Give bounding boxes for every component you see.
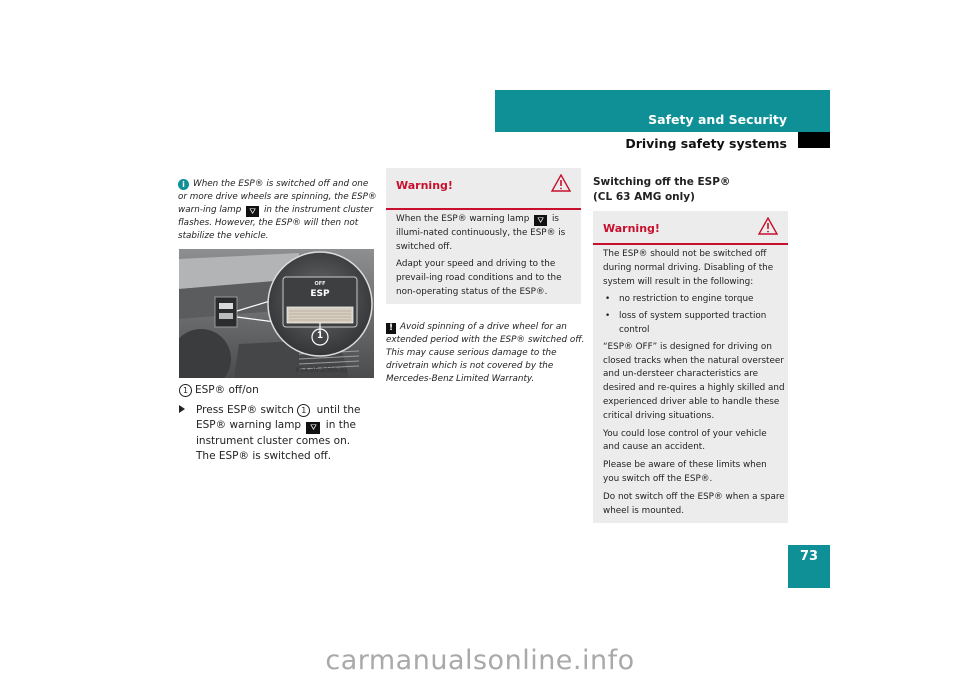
caution-text: Avoid spinning of a drive wheel for an extended period with the ESP® switched off. This may cause serious damage to the drivetrain which is not covered by the Mercedes-Benz Limited Warranty. — [386, 322, 585, 384]
warning-triangle-icon — [758, 217, 778, 235]
esp-warning-lamp-icon: ⛛ — [534, 215, 547, 226]
section-subtitle: Driving safety systems — [625, 136, 787, 151]
esp-warning-lamp-icon: ⛛ — [306, 422, 320, 434]
page-number: 73 — [799, 549, 819, 564]
warning2-text-4: Please be aware of these limits when you switch off the ESP®. — [603, 460, 767, 484]
info-icon: i — [178, 179, 189, 190]
info-note — [178, 178, 378, 243]
warning1-text-1b: is illumi-nated continuously, the ESP® is switched off. — [396, 214, 566, 252]
warning-title: Warning! — [396, 179, 453, 192]
instruction-step — [179, 403, 379, 449]
warning2-text-1: The ESP® should not be switched off during normal driving. Disabling of the system will result in the following: — [603, 249, 774, 287]
warning-box-1 — [386, 168, 581, 304]
watermark: carmanualsonline.info — [325, 645, 635, 676]
warning-body — [396, 213, 576, 304]
warning-body — [603, 248, 785, 522]
warning1-text-1a: When the ESP® warning lamp — [396, 214, 530, 224]
warning2-text-2: “ESP® OFF” is designed for driving on closed tracks when the natural oversteer and un-dersteer characteristics are desired and re-quires a highly skilled and experienced driver able to handle these critical driving situations. — [603, 341, 785, 421]
dashboard-illustration — [179, 249, 374, 378]
warning-title: Warning! — [603, 222, 660, 235]
photo-caption — [179, 384, 259, 397]
esp-switch-photo — [179, 249, 374, 378]
photo-code: P54.25-2005-31 — [296, 366, 349, 374]
warning1-text-2: Adapt your speed and driving to the prevail-ing road conditions and to the non-operating status of the ESP®. — [396, 259, 562, 297]
photo-callout-number: 1 — [316, 331, 324, 341]
instruction-result: The ESP® is switched off. — [196, 450, 332, 462]
instruction-text-1: Press ESP® switch — [196, 404, 294, 416]
info-text-2: in the instrument cluster flashes. However, the ESP® will then not stabilize the vehicle. — [178, 205, 373, 241]
heading-line-2: (CL 63 AMG only) — [593, 191, 695, 203]
warning-box-2 — [593, 211, 788, 523]
warning2-text-5: Do not switch off the ESP® when a spare wheel is mounted. — [603, 491, 785, 516]
esp-warning-lamp-icon: ⛛ — [246, 206, 259, 217]
caution-note — [386, 321, 586, 386]
warning-rule — [593, 243, 788, 245]
callout-number: 1 — [297, 404, 310, 417]
callout-number: 1 — [179, 384, 192, 397]
warning2-text-3: You could lose control of your vehicle and cause an accident. — [603, 428, 767, 453]
header-marker — [798, 132, 830, 148]
warning-bullet: • loss of system supported traction control — [603, 310, 785, 338]
warning-bullet: • no restriction to engine torque — [603, 293, 785, 307]
exclamation-icon: ! — [386, 323, 396, 334]
switch-esp-label: ESP — [310, 289, 330, 299]
instruction-text-2: until the ESP® warning lamp — [196, 404, 361, 431]
section-title: Safety and Security — [648, 112, 787, 127]
warning-rule — [386, 208, 581, 210]
info-text-1: When the ESP® is switched off and one or more drive wheels are spinning, the ESP® warn-ing lamp — [178, 179, 377, 215]
switch-off-label: OFF — [314, 281, 326, 287]
instruction-text-3: in the instrument cluster comes on. — [196, 419, 356, 447]
heading-line-1: Switching off the ESP® — [593, 176, 731, 188]
step-arrow-icon — [179, 405, 185, 413]
warning-triangle-icon — [551, 174, 571, 192]
caption-text: ESP® off/on — [195, 384, 259, 396]
section-heading — [593, 175, 730, 205]
